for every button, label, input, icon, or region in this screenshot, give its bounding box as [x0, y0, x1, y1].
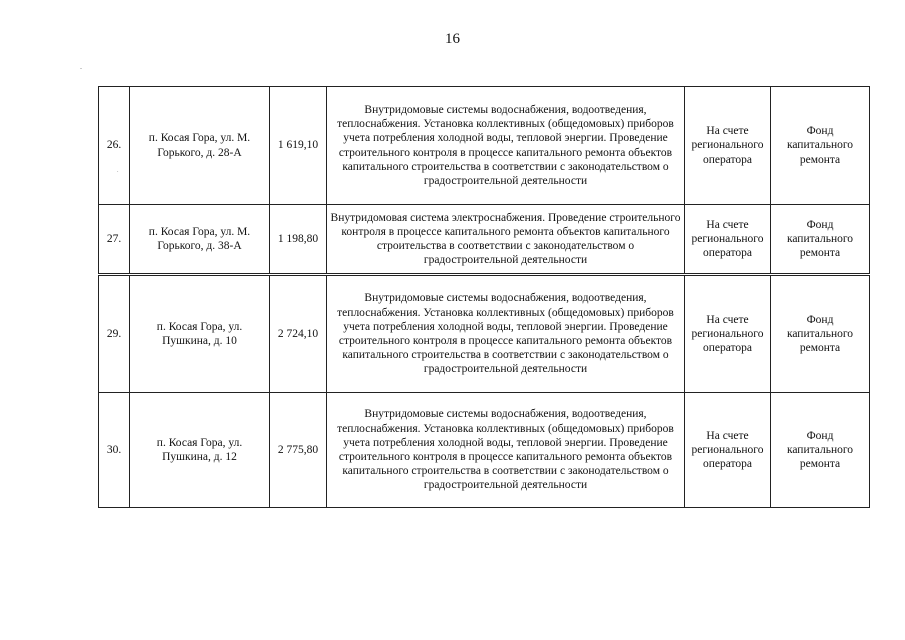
address-cell: п. Косая Гора, ул. Пушкина, д. 10	[130, 275, 270, 393]
account-cell: На счете регионального оператора	[685, 87, 771, 205]
row-number: 30.	[99, 393, 130, 508]
fund-source-cell: Фонд капитального ремонта	[771, 393, 870, 508]
table-row	[99, 275, 870, 393]
scan-mark: .	[117, 168, 119, 174]
address-cell: п. Косая Гора, ул. Пушкина, д. 12	[130, 393, 270, 508]
works-description-cell: Внутридомовые системы водоснабжения, водоотведения, теплоснабжения. Установка коллективных (общедомовых) приборов учета потребления холодной воды, тепловой энергии. Проведение строительного контроля в процессе капитального ремонта объектов капитального строительства в соответствии с законодательством о градостроительной деятельности	[327, 275, 685, 393]
cost-cell: 2 724,10	[270, 275, 327, 393]
cost-cell: 1 198,80	[270, 205, 327, 275]
works-description-cell: Внутридомовые системы водоснабжения, водоотведения, теплоснабжения. Установка коллективных (общедомовых) приборов учета потребления холодной воды, тепловой энергии. Проведение строительного контроля в процессе капитального ремонта объектов капитального строительства в соответствии с законодательством о градостроительной деятельности	[327, 87, 685, 205]
cost-cell: 1 619,10	[270, 87, 327, 205]
fund-source-cell: Фонд капитального ремонта	[771, 87, 870, 205]
row-number: 29.	[99, 275, 130, 393]
repair-works-table	[98, 86, 870, 508]
scan-mark: -	[80, 66, 82, 72]
account-cell: На счете регионального оператора	[685, 205, 771, 275]
cost-cell: 2 775,80	[270, 393, 327, 508]
works-description-cell: Внутридомовые системы водоснабжения, водоотведения, теплоснабжения. Установка коллективных (общедомовых) приборов учета потребления холодной воды, тепловой энергии. Проведение строительного контроля в процессе капитального ремонта объектов капитального строительства в соответствии с законодательством о градостроительной деятельности	[327, 393, 685, 508]
table-row	[99, 87, 870, 205]
fund-source-cell: Фонд капитального ремонта	[771, 205, 870, 275]
address-cell: п. Косая Гора, ул. М. Горького, д. 28-А	[130, 87, 270, 205]
row-number: 26.	[99, 87, 130, 205]
address-cell: п. Косая Гора, ул. М. Горького, д. 38-А	[130, 205, 270, 275]
table-row	[99, 205, 870, 275]
account-cell: На счете регионального оператора	[685, 393, 771, 508]
fund-source-cell: Фонд капитального ремонта	[771, 275, 870, 393]
works-description-cell: Внутридомовая система электроснабжения. Проведение строительного контроля в процессе капитального ремонта объектов капитального строительства в соответствии с законодательством о градостроительной деятельности	[327, 205, 685, 275]
row-number: 27.	[99, 205, 130, 275]
page-number: 16	[445, 31, 460, 47]
account-cell: На счете регионального оператора	[685, 275, 771, 393]
table-row	[99, 393, 870, 508]
